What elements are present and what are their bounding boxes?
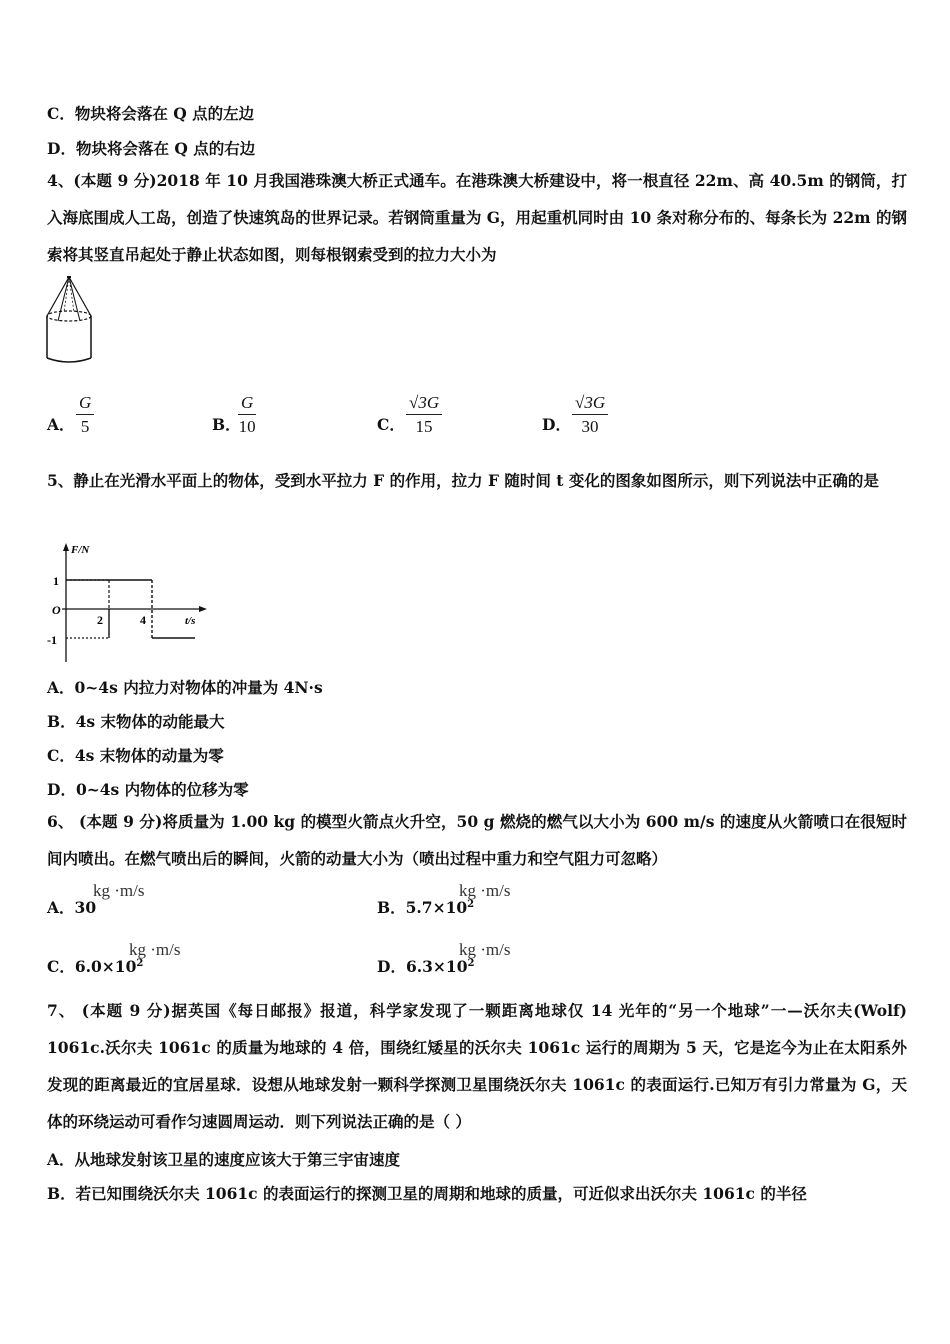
q6-option-d-exponent: 2 bbox=[467, 957, 475, 969]
x-tick-label-4: 4 bbox=[140, 613, 146, 627]
origin-label: O bbox=[52, 603, 61, 617]
q7-option-b: B．若已知围绕沃尔夫 1061c 的表面运行的探测卫星的周期和地球的质量，可近似求出沃尔夫 1061c 的半径 bbox=[47, 1184, 807, 1203]
q6-option-d-letter: D． bbox=[377, 957, 406, 976]
q4-option-d-denominator: 30 bbox=[581, 417, 599, 436]
q3-option-d: D．物块将会落在 Q 点的右边 bbox=[47, 139, 256, 158]
q5-option-d: D．0~4s 内物体的位移为零 bbox=[47, 780, 249, 799]
steel-cylinder-crane-figure bbox=[44, 274, 96, 366]
q6-option-b-exponent: 2 bbox=[467, 898, 475, 910]
y-tick-label-1: 1 bbox=[53, 574, 59, 588]
q4-option-d-fraction bbox=[572, 392, 608, 439]
q4-question-text: 4、(本题 9 分)2018 年 10 月我国港珠澳大桥正式通车。在港珠澳大桥建设中，将一根直径 22m、高 40.5m 的钢筒，打入海底围成人工岛，创造了快速筑岛的世界记录。若钢筒重量为 G，用起重机同时由 10 条对称分布的、每条长为 22m 的钢索将其竖直吊起处于静止状态如图，则每根钢索受到的拉力大小为 bbox=[47, 171, 907, 264]
q6-option-a-unit: kg ·m/s bbox=[93, 881, 145, 900]
q6-question-text: 6、 (本题 9 分)将质量为 1.00 kg 的模型火箭点火升空，50 g 燃烧的燃气以大小为 600 m/s 的速度从火箭喷口在很短时间内喷出。在燃气喷出后的瞬间，火箭的动量大小为（喷出过程中重力和空气阻力可忽略） bbox=[47, 812, 907, 868]
q4-option-c-label: C． bbox=[377, 415, 405, 434]
q6-option-d-unit: kg ·m/s bbox=[459, 940, 511, 959]
x-axis-arrow bbox=[199, 606, 207, 612]
q4-option-c-fraction bbox=[406, 392, 442, 439]
q4-option-a-label: A． bbox=[47, 415, 75, 434]
q5-option-c: C．4s 末物体的动量为零 bbox=[47, 746, 224, 765]
q5-option-b: B．4s 末物体的动能最大 bbox=[47, 712, 225, 731]
q4-option-b-numerator: G bbox=[241, 393, 254, 412]
q6-option-b-value: 5.7×10 bbox=[405, 898, 468, 917]
q6-option-a-letter: A． bbox=[47, 898, 75, 917]
q4-option-b-fraction bbox=[238, 392, 256, 439]
q6-option-c-letter: C． bbox=[47, 957, 75, 976]
q4-option-b-denominator: 10 bbox=[238, 417, 256, 436]
q7-option-a: A．从地球发射该卫星的速度应该大于第三宇宙速度 bbox=[47, 1150, 401, 1169]
x-tick-label-2: 2 bbox=[97, 613, 103, 627]
q4-option-a-denominator: 5 bbox=[80, 417, 90, 436]
y-axis-label: F/N bbox=[71, 544, 90, 556]
q4-option-a-fraction bbox=[76, 392, 94, 439]
q5-option-a: A．0~4s 内拉力对物体的冲量为 4N·s bbox=[47, 678, 323, 697]
q3-option-c: C．物块将会落在 Q 点的左边 bbox=[47, 104, 255, 123]
q4-option-c-numerator: √3G bbox=[409, 393, 440, 412]
q4-option-d-numerator: √3G bbox=[575, 393, 606, 412]
q5-question-text: 5、静止在光滑水平面上的物体，受到水平拉力 F 的作用，拉力 F 随时间 t 变化的图象如图所示，则下列说法中正确的是 bbox=[47, 471, 879, 490]
q7-question-text: 7、 (本题 9 分)据英国《每日邮报》报道，科学家发现了一颗距离地球仅 14 光年的“另一个地球”一—沃尔夫(Wolf) 1061c.沃尔夫 1061c 的质量为地球的 4 倍，围绕红矮星的沃尔夫 1061c 运行的周期为 5 天，它是迄今为止在太阳系外发现的距离最近的宜居星球．设想从地球发射一颗科学探测卫星围绕沃尔夫 1061c 的表面运行.已知万有引力常量为 G，天体的环绕运动可看作匀速圆周运动．则下列说法正确的是（ ） bbox=[47, 1001, 907, 1131]
q6-option-c-exponent: 2 bbox=[136, 957, 144, 969]
y-axis-arrow bbox=[63, 543, 69, 551]
q4-option-d-label: D． bbox=[542, 415, 571, 434]
q6-option-d-value: 6.3×10 bbox=[405, 957, 468, 976]
q6-option-b-letter: B． bbox=[377, 898, 406, 917]
x-axis-label: t/s bbox=[185, 615, 196, 627]
q4-option-b-label: B． bbox=[212, 415, 241, 434]
q6-option-b-unit: kg ·m/s bbox=[459, 881, 511, 900]
q6-option-c-unit: kg ·m/s bbox=[129, 940, 181, 959]
q6-option-a-value: 30 bbox=[74, 898, 97, 917]
force-time-graph bbox=[44, 540, 214, 668]
q4-option-c-denominator: 15 bbox=[415, 417, 433, 436]
q4-option-a-numerator: G bbox=[79, 393, 92, 412]
q6-option-a bbox=[47, 896, 96, 918]
q6-option-c-value: 6.0×10 bbox=[74, 957, 137, 976]
y-tick-label-neg1: -1 bbox=[47, 633, 57, 647]
